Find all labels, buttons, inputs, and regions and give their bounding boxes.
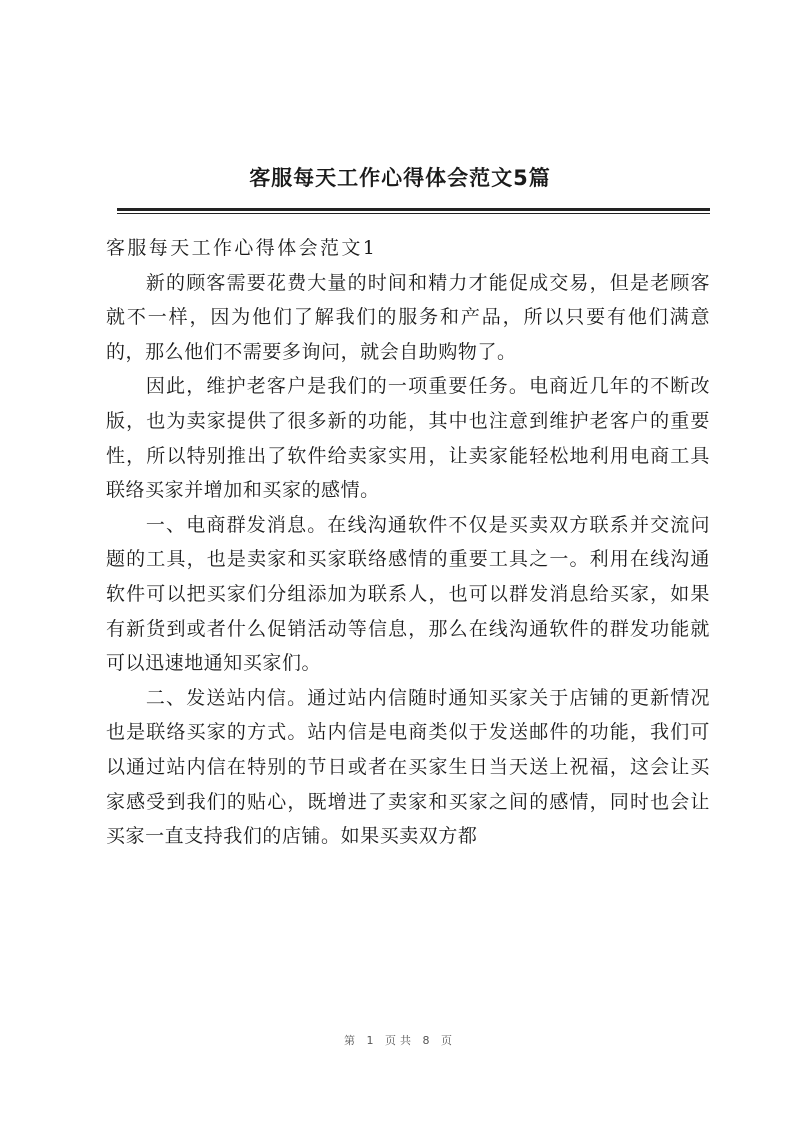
paragraph-1: 新的顾客需要花费大量的时间和精力才能促成交易，但是老顾客就不一样，因为他们了解我们的服务和产品，所以只要有他们满意的，那么他们不需要多询问，就会自助购物了。 [106, 271, 710, 363]
title-divider-thick [117, 208, 710, 211]
section-heading: 客服每天工作心得体会范文1 [106, 237, 378, 259]
page-number-footer: 第 1 页共 8 页 [344, 1034, 456, 1047]
document-body [106, 231, 710, 854]
paragraph-3: 一、电商群发消息。在线沟通软件不仅是买卖双方联系并交流问题的工具，也是卖家和买家联络感情的重要工具之一。利用在线沟通软件可以把买家们分组添加为联系人，也可以群发消息给买家，如果有新货到或者什么促销活动等信息，那么在线沟通软件的群发功能就可以迅速地通知买家们。 [106, 513, 710, 675]
paragraph-4: 二、发送站内信。通过站内信随时通知买家关于店铺的更新情况也是联络买家的方式。站内信是电商类似于发送邮件的功能，我们可以通过站内信在特别的节日或者在买家生日当天送上祝福，这会让买家感受到我们的贴心，既增进了卖家和买家之间的感情，同时也会让买家一直支持我们的店铺。如果买卖双方都 [106, 686, 710, 848]
paragraph-2: 因此，维护老客户是我们的一项重要任务。电商近几年的不断改版，也为卖家提供了很多新的功能，其中也注意到维护老客户的重要性，所以特别推出了软件给卖家实用，让卖家能轻松地利用电商工具联络买家并增加和买家的感情。 [106, 375, 710, 502]
title-divider-thin [117, 213, 710, 214]
document-title: 客服每天工作心得体会范文5篇 [249, 166, 551, 190]
